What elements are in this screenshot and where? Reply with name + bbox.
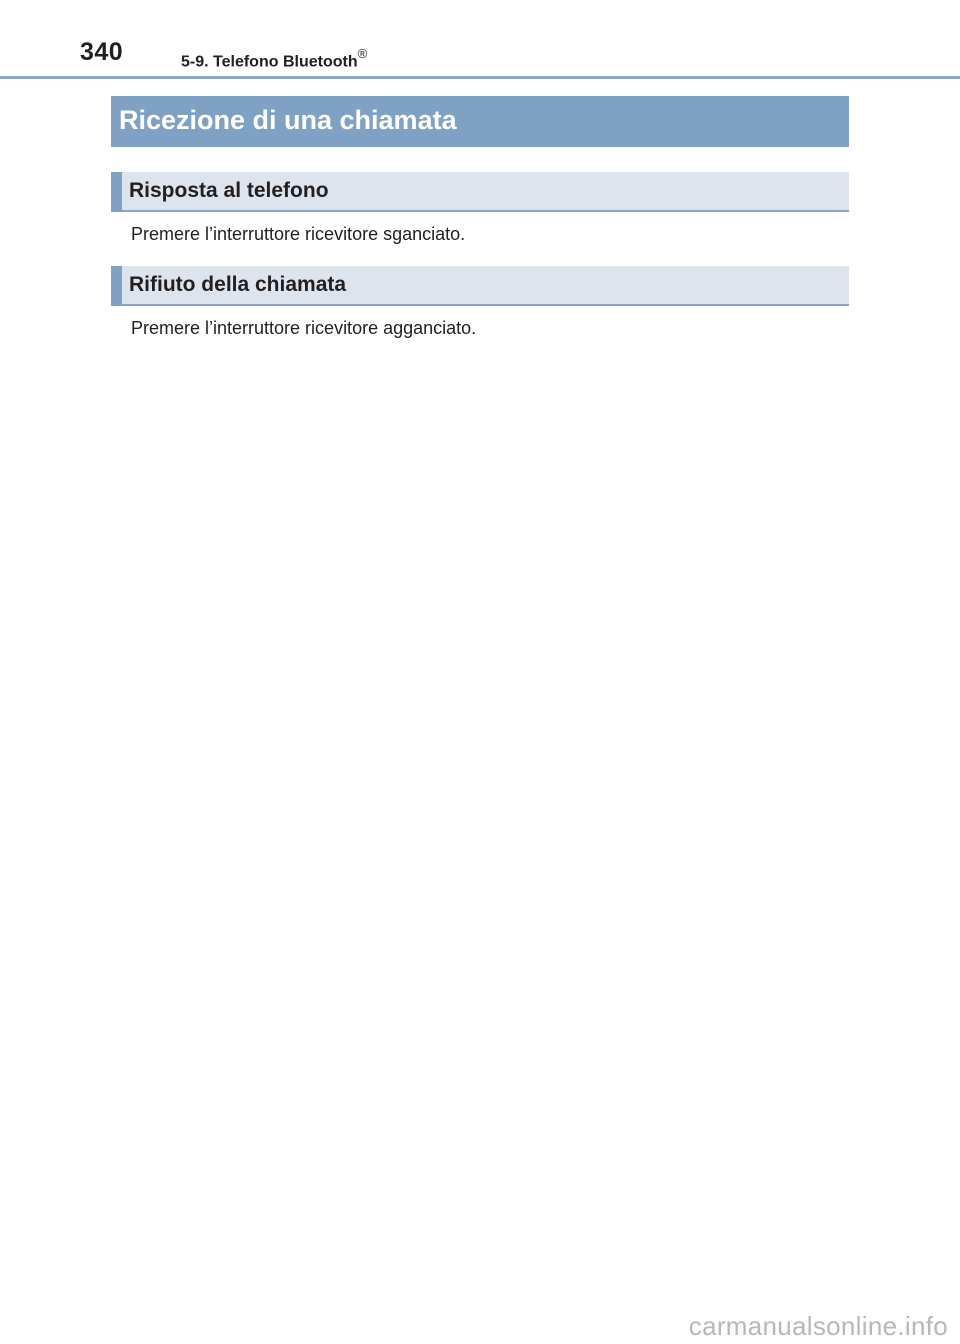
section-reference (181, 48, 367, 71)
section-heading-title: Rifiuto della chiamata (129, 273, 347, 296)
section-reference-text: 5-9. Telefono Bluetooth (181, 53, 358, 71)
page-header (0, 0, 960, 80)
section-body-answer: Premere l’interruttore ricevitore sganciato. (131, 224, 466, 244)
section-heading-accent (111, 172, 122, 212)
section-heading-reject (111, 266, 849, 306)
main-title-bar (111, 96, 849, 147)
section-heading-title: Risposta al telefono (129, 179, 329, 202)
section-heading-accent (111, 266, 122, 306)
page-number: 340 (80, 38, 124, 66)
registered-mark: ® (357, 46, 368, 61)
watermark-text: carmanualsonline.info (688, 1311, 948, 1341)
main-title: Ricezione di una chiamata (119, 105, 457, 135)
header-rule (0, 76, 960, 79)
section-heading-answer (111, 172, 849, 212)
section-body-reject: Premere l’interruttore ricevitore agganciato. (131, 318, 477, 338)
